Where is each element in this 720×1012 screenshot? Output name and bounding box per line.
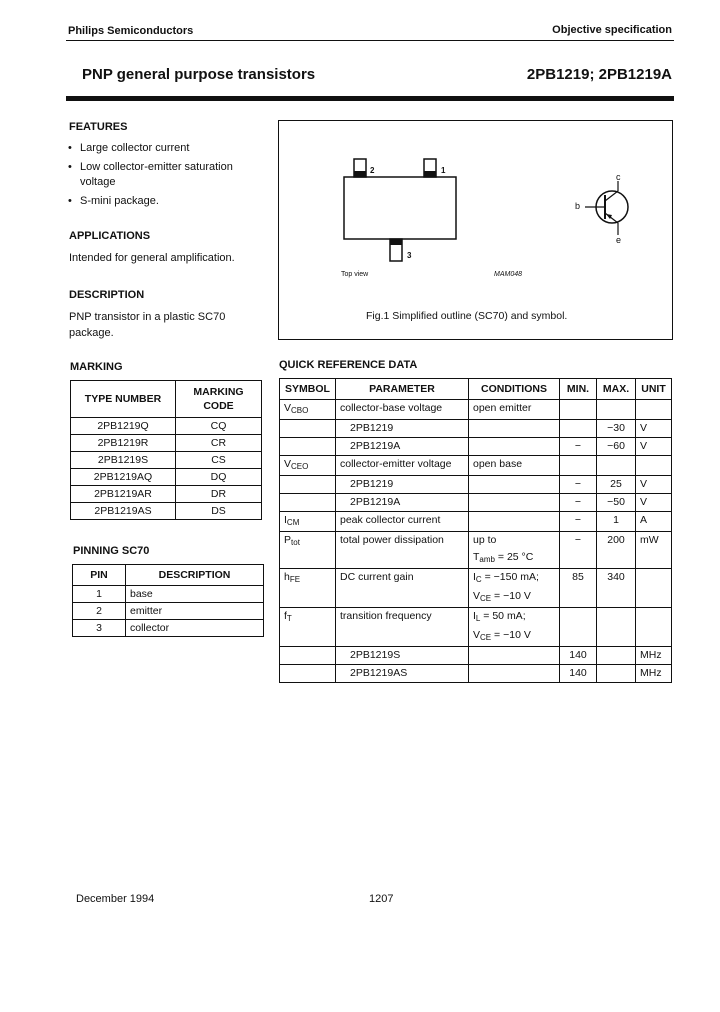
pin-2-label: 2	[370, 166, 375, 175]
type-cell: 2PB1219Q	[71, 418, 176, 435]
marking-col-type: TYPE NUMBER	[71, 381, 176, 418]
qrd-col-max: MAX.	[597, 379, 636, 400]
max-cell: 340	[597, 569, 636, 608]
marking-col-code: MARKING CODE	[176, 381, 262, 418]
conditions-cell: open base	[469, 456, 560, 476]
conditions-cell: up to $T_{amb} = 25$ °C	[469, 532, 560, 569]
table-row	[71, 435, 262, 452]
unit-cell: MHz	[636, 665, 672, 683]
pinning-table	[72, 564, 264, 637]
table-row	[71, 469, 262, 486]
min-cell: −	[560, 438, 597, 456]
table-row	[280, 456, 672, 476]
unit-cell: V	[636, 420, 672, 438]
max-cell: −50	[597, 494, 636, 512]
title-rule	[66, 96, 674, 101]
type-cell: 2PB1219AR	[71, 486, 176, 503]
parameter-cell: collector-base voltage	[336, 400, 469, 420]
company-name: Philips Semiconductors	[68, 25, 194, 37]
type-cell: 2PB1219R	[71, 435, 176, 452]
min-cell: 85	[560, 569, 597, 608]
page-number: 1207	[369, 893, 394, 905]
table-row	[280, 569, 672, 608]
footer-date: December 1994	[76, 893, 155, 905]
top-view-label: Top view	[341, 271, 369, 278]
conditions-cell: open emitter	[469, 400, 560, 420]
conditions-cell: $I_C = -150$ mA; $V_{CE} = -10$ V	[469, 569, 560, 608]
type-cell: 2PB1219	[336, 420, 469, 438]
type-cell: 2PB1219AS	[336, 665, 469, 683]
pin-col-desc: DESCRIPTION	[126, 565, 264, 586]
table-row	[73, 603, 264, 620]
table-row	[73, 586, 264, 603]
pin-cell: 3	[73, 620, 126, 637]
code-cell: DR	[176, 486, 262, 503]
marking-heading: MARKING	[70, 361, 123, 373]
max-cell: 25	[597, 476, 636, 494]
document-type: Objective specification	[552, 24, 672, 36]
unit-cell: mW	[636, 532, 672, 569]
parameter-cell: DC current gain	[336, 569, 469, 608]
symbol-cell: $P_{tot}$	[280, 532, 336, 569]
description-heading: DESCRIPTION	[69, 289, 145, 301]
list-item: • Low collector-emitter saturation voltage	[68, 160, 258, 190]
features-heading: FEATURES	[69, 121, 128, 133]
description-text: PNP transistor in a plastic SC70 package.	[69, 311, 226, 339]
type-cell: 2PB1219S	[336, 647, 469, 665]
list-item: • Large collector current	[68, 141, 258, 156]
max-cell	[597, 647, 636, 665]
symbol-label-e: e	[616, 235, 622, 245]
symbol-label-c: c	[616, 172, 621, 182]
min-cell: 140	[560, 647, 597, 665]
page-title: PNP general purpose transistors	[82, 66, 316, 83]
figure-caption: Fig.1 Simplified outline (SC70) and symbol.	[366, 310, 568, 322]
qrd-col-parameter: PARAMETER	[336, 379, 469, 400]
table-row	[280, 420, 672, 438]
table-row	[280, 438, 672, 456]
min-cell	[560, 420, 597, 438]
min-cell: −	[560, 476, 597, 494]
table-row	[280, 532, 672, 569]
table-row	[280, 647, 672, 665]
pinning-heading: PINNING SC70	[73, 545, 150, 557]
type-cell: 2PB1219AS	[71, 503, 176, 520]
max-cell: 200	[597, 532, 636, 569]
code-cell: CS	[176, 452, 262, 469]
code-cell: CQ	[176, 418, 262, 435]
max-cell: 1	[597, 512, 636, 532]
conditions-cell	[469, 512, 560, 532]
table-row	[71, 486, 262, 503]
qrd-col-symbol: SYMBOL	[280, 379, 336, 400]
table-row	[280, 476, 672, 494]
table-row	[280, 608, 672, 647]
applications-text: Intended for general amplification.	[69, 252, 235, 264]
pin-cell: 2	[73, 603, 126, 620]
parameter-cell: total power dissipation	[336, 532, 469, 569]
pin-2-fill	[354, 171, 366, 177]
conditions-cell: $I_L = 50$ mA; $V_{CE} = -10$ V	[469, 608, 560, 647]
max-cell	[597, 665, 636, 683]
header-rule	[66, 40, 674, 41]
type-cell: 2PB1219S	[71, 452, 176, 469]
pin-3-label: 3	[407, 251, 412, 260]
pin-3-fill	[390, 239, 402, 245]
pin-col-pin: PIN	[73, 565, 126, 586]
type-cell: 2PB1219	[336, 476, 469, 494]
part-numbers: 2PB1219; 2PB1219A	[526, 66, 672, 83]
min-cell: −	[560, 512, 597, 532]
table-row	[280, 494, 672, 512]
figure-box	[278, 120, 673, 340]
symbol-cell: $f_T$	[280, 608, 336, 647]
type-cell: 2PB1219AQ	[71, 469, 176, 486]
table-row	[280, 400, 672, 420]
max-cell: −60	[597, 438, 636, 456]
min-cell: 140	[560, 665, 597, 683]
pin-1-fill	[424, 171, 436, 177]
qrd-heading: QUICK REFERENCE DATA	[279, 359, 418, 371]
max-cell: −30	[597, 420, 636, 438]
package-body	[344, 177, 456, 239]
parameter-cell: transition frequency	[336, 608, 469, 647]
pin-desc-cell: emitter	[126, 603, 264, 620]
symbol-cell: $V_{CEO}$	[280, 456, 336, 476]
table-row	[73, 620, 264, 637]
qrd-col-min: MIN.	[560, 379, 597, 400]
min-cell: −	[560, 494, 597, 512]
parameter-cell: collector-emitter voltage	[336, 456, 469, 476]
code-cell: CR	[176, 435, 262, 452]
figure-code: MAM048	[494, 271, 523, 278]
qrd-col-conditions: CONDITIONS	[469, 379, 560, 400]
applications-heading: APPLICATIONS	[69, 230, 151, 242]
table-row	[280, 665, 672, 683]
min-cell: −	[560, 532, 597, 569]
quick-reference-table	[279, 378, 672, 683]
type-cell: 2PB1219A	[336, 494, 469, 512]
unit-cell: V	[636, 476, 672, 494]
unit-cell	[636, 569, 672, 608]
symbol-cell: $I_{CM}$	[280, 512, 336, 532]
features-list	[68, 141, 258, 209]
table-row	[280, 512, 672, 532]
list-item: • S-mini package.	[68, 194, 258, 209]
table-row	[71, 452, 262, 469]
symbol-cell: $V_{CBO}$	[280, 400, 336, 420]
parameter-cell: peak collector current	[336, 512, 469, 532]
pin-1-label: 1	[441, 166, 446, 175]
table-row	[71, 503, 262, 520]
pin-desc-cell: collector	[126, 620, 264, 637]
pin-cell: 1	[73, 586, 126, 603]
pin-desc-cell: base	[126, 586, 264, 603]
unit-cell: V	[636, 494, 672, 512]
code-cell: DS	[176, 503, 262, 520]
package-outline-drawing	[279, 121, 672, 339]
code-cell: DQ	[176, 469, 262, 486]
qrd-col-unit: UNIT	[636, 379, 672, 400]
unit-cell: A	[636, 512, 672, 532]
unit-cell: V	[636, 438, 672, 456]
symbol-label-b: b	[575, 201, 581, 211]
symbol-cell: $h_{FE}$	[280, 569, 336, 608]
marking-table	[70, 380, 262, 520]
table-row	[71, 418, 262, 435]
type-cell: 2PB1219A	[336, 438, 469, 456]
unit-cell: MHz	[636, 647, 672, 665]
